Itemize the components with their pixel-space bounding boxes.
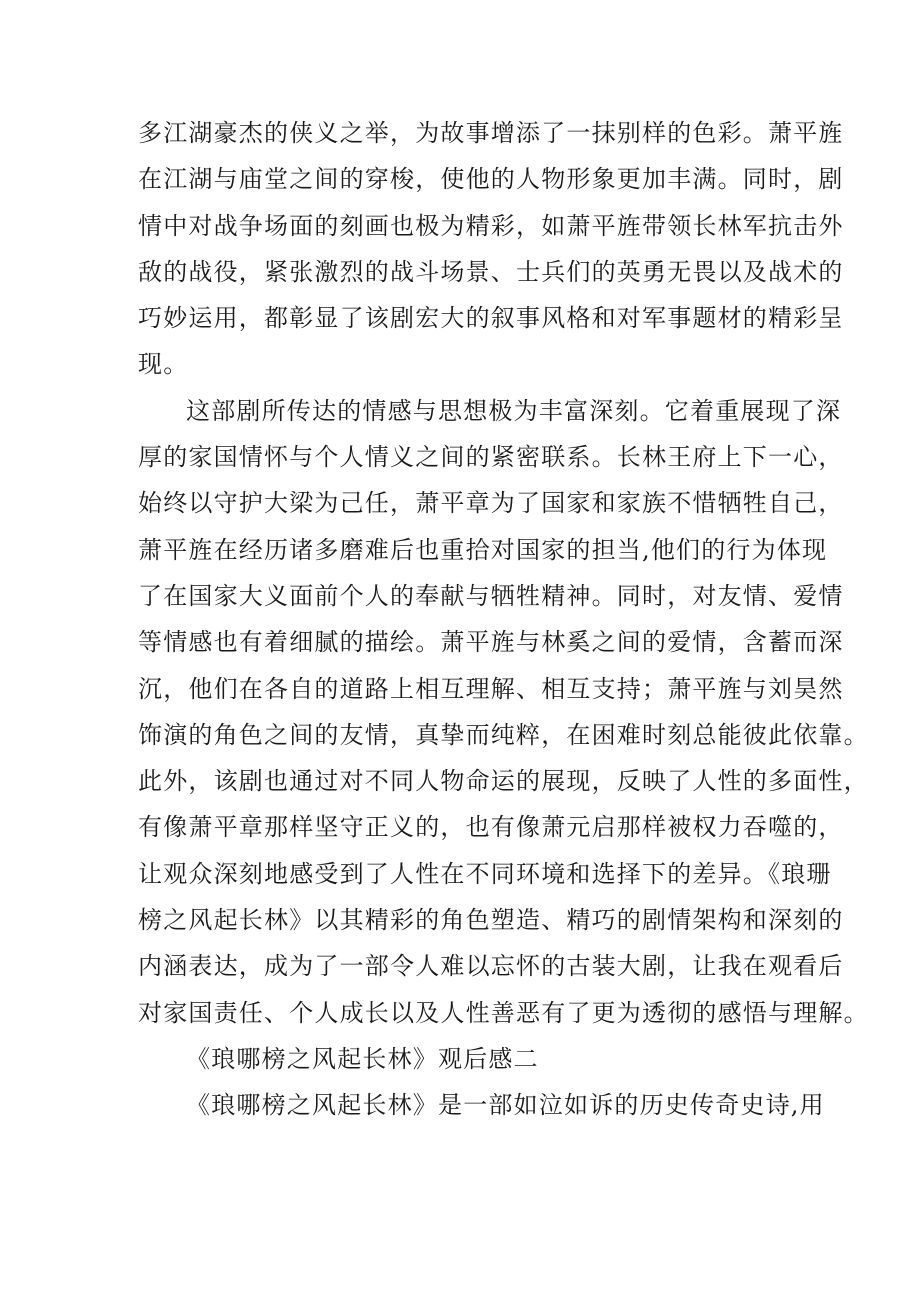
text-line: 等情感也有着细腻的描绘。萧平旌与林奚之间的爱情，含蓄而深: [138, 628, 844, 657]
text-line: 现。: [138, 350, 189, 379]
section-heading: 《琅哪榜之风起长林》观后感二: [186, 1044, 539, 1073]
text-line: 多江湖豪杰的侠义之举，为故事增添了一抹别样的色彩。萧平旌: [138, 119, 844, 147]
text-line: 让观众深刻地感受到了人性在不同环境和选择下的差异。《琅珊: [138, 859, 832, 888]
text-line: 此外，该剧也通过对不同人物命运的展现，反映了人性的多面性，: [138, 767, 869, 796]
paragraph-start-line: 《琅哪榜之风起长林》是一部如泣如诉的历史传奇史诗,用: [186, 1091, 825, 1120]
text-line: 巧妙运用，都彰显了该剧宏大的叙事风格和对军事题材的精彩呈: [138, 304, 844, 333]
text-line: 萧平旌在经历诸多磨难后也重拾对国家的担当,他们的行为体现: [138, 535, 828, 564]
text-line: 对家国责任、个人成长以及人性善恶有了更为透彻的感悟与理解。: [138, 998, 869, 1027]
paragraph-start-line: 这部剧所传达的情感与思想极为丰富深刻。它着重展现了深: [186, 396, 842, 425]
text-line: 饰演的角色之间的友情，真挚而纯粹，在困难时刻总能彼此依靠。: [138, 720, 869, 749]
text-line: 内涵表达，成为了一部令人难以忘怀的古装大剧，让我在观看后: [138, 952, 844, 981]
text-line: 沉，他们在各自的道路上相互理解、相互支持；萧平旌与刘昊然: [138, 674, 844, 703]
text-line: 敌的战役，紧张激烈的战斗场景、士兵们的英勇无畏以及战术的: [138, 257, 844, 286]
text-line: 在江湖与庙堂之间的穿梭，使他的人物形象更加丰满。同时，剧: [138, 165, 844, 194]
text-line: 有像萧平章那样坚守正义的，也有像萧元启那样被权力吞噬的，: [138, 813, 844, 842]
text-line: 榜之风起长林》以其精彩的角色塑造、精巧的剧情架构和深刻的: [138, 906, 844, 935]
text-line: 了在国家大义面前个人的奉献与牺牲精神。同时，对友情、爱情: [138, 581, 844, 610]
document-body: [138, 110, 869, 1129]
text-line: 始终以守护大梁为己任，萧平章为了国家和家族不惜牺牲自己，: [138, 489, 844, 518]
text-line: 厚的家国情怀与个人情义之间的紧密联系。长林王府上下一心，: [138, 443, 844, 472]
text-line: 情中对战争场面的刻画也极为精彩，如萧平旌带领长林军抗击外: [138, 211, 844, 240]
